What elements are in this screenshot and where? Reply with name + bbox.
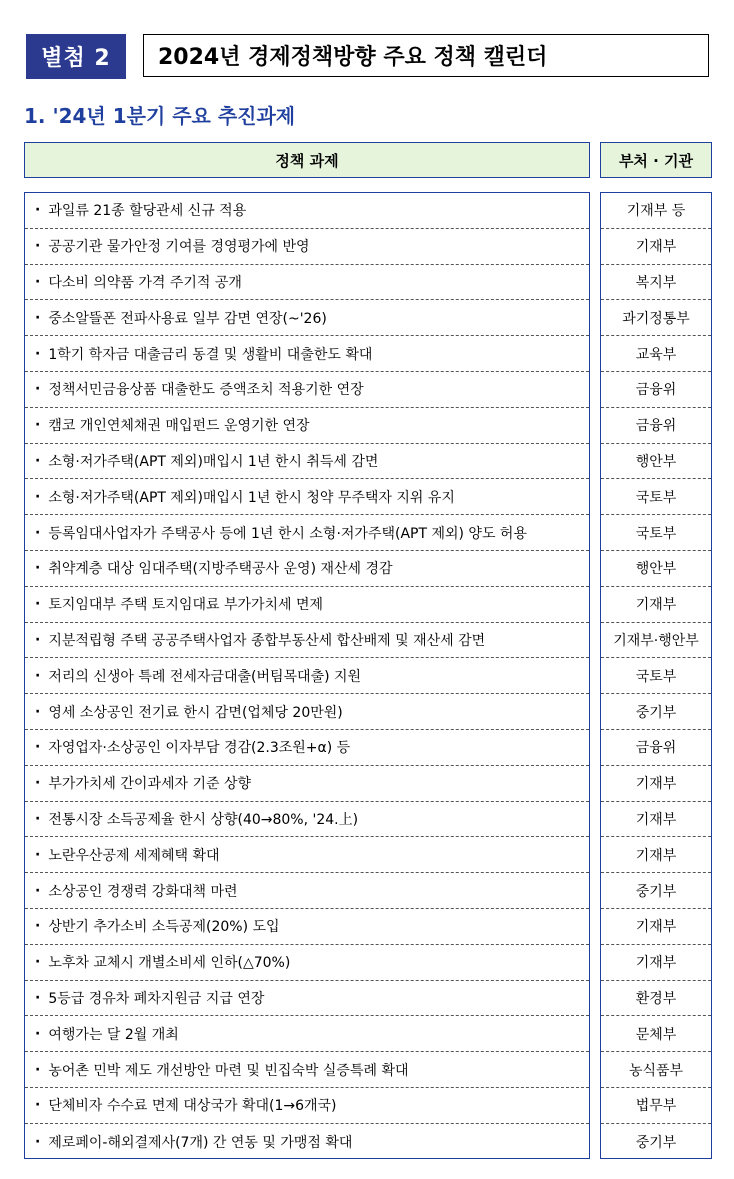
bullet-mark: · [35,1025,41,1042]
policy-row [25,802,589,838]
department-cell: 법무부 [601,1088,711,1124]
policy-row [25,909,589,945]
department-cell: 복지부 [601,265,711,301]
department-list [601,193,711,1158]
policy-row [25,766,589,802]
bullet-mark: · [35,667,41,684]
department-cell: 기재부·행안부 [601,623,711,659]
document-title-text: 2024년 경제정책방향 주요 정책 캘린더 [158,45,548,70]
department-cell: 금융위 [601,372,711,408]
bullet-mark: · [35,273,41,290]
policy-text: 정책서민금융상품 대출한도 증액조치 적용기한 연장 [48,382,364,399]
department-cell: 국토부 [601,658,711,694]
department-cell: 기재부 [601,909,711,945]
department-cell: 기재부 [601,945,711,981]
department-cell: 기재부 [601,587,711,623]
bullet-mark: · [35,703,41,720]
department-cell: 중기부 [601,873,711,909]
policy-row [25,837,589,873]
policy-text: 소형·저가주택(APT 제외)매입시 1년 한시 취득세 감면 [48,453,379,470]
policy-row [25,1016,589,1052]
column-header-department: 부처 · 기관 [600,142,712,178]
policy-row [25,1052,589,1088]
policy-text: 토지임대부 주택 토지임대료 부가가치세 면제 [48,597,324,614]
bullet-mark: · [35,775,41,792]
policy-row [25,515,589,551]
policy-text: 중소알뜰폰 전파사용료 일부 감면 연장(~'26) [48,310,327,327]
department-cell: 금융위 [601,730,711,766]
policy-list [25,193,589,1158]
bullet-mark: · [35,488,41,505]
policy-row [25,444,589,480]
policy-text: 캠코 개인연체채권 매입펀드 운영기한 연장 [48,418,310,435]
policy-text: 전통시장 소득공제율 한시 상향(40→80%, '24.上) [48,811,359,828]
policy-row [25,623,589,659]
department-cell: 국토부 [601,479,711,515]
policy-text: 영세 소상공인 전기료 한시 감면(업체당 20만원) [48,704,343,721]
policy-text: 과일류 21종 할당관세 신규 적용 [48,203,247,220]
department-cell: 기재부 [601,766,711,802]
policy-row [25,265,589,301]
department-cell: 기재부 [601,837,711,873]
department-cell: 행안부 [601,444,711,480]
policy-row [25,694,589,730]
policy-row [25,408,589,444]
bullet-mark: · [35,631,41,648]
bullet-mark: · [35,882,41,899]
attachment-badge: 별첨 2 [26,34,126,79]
policy-row [25,873,589,909]
bullet-mark: · [35,1097,41,1114]
bullet-mark: · [35,417,41,434]
policy-row [25,1088,589,1124]
bullet-mark: · [35,381,41,398]
policy-text: 노후차 교체시 개별소비세 인하(△70%) [48,955,291,972]
bullet-mark: · [35,238,41,255]
bullet-mark: · [35,989,41,1006]
bullet-mark: · [35,846,41,863]
department-cell: 행안부 [601,551,711,587]
policy-row [25,193,589,229]
department-cell: 중기부 [601,694,711,730]
policy-text: 제로페이-해외결제사(7개) 간 연동 및 가맹점 확대 [48,1134,353,1151]
policy-text: 취약계층 대상 임대주택(지방주택공사 운영) 재산세 경감 [48,561,393,578]
policy-text: 상반기 추가소비 소득공제(20%) 도입 [48,919,280,936]
department-column [600,192,712,1159]
policy-text: 1학기 학자금 대출금리 동결 및 생활비 대출한도 확대 [48,346,373,363]
policy-text: 단체비자 수수료 면제 대상국가 확대(1→6개국) [48,1098,337,1115]
section-heading: 1. '24년 1분기 주요 추진과제 [24,104,296,128]
policy-row [25,658,589,694]
policy-row [25,372,589,408]
policy-text: 공공기관 물가안정 기여를 경영평가에 반영 [48,239,310,256]
department-cell: 기재부 [601,229,711,265]
policy-row [25,730,589,766]
policy-text: 저리의 신생아 특례 전세자금대출(버팀목대출) 지원 [48,668,362,685]
policy-row [25,981,589,1017]
policy-text: 다소비 의약품 가격 주기적 공개 [48,274,242,291]
policy-column [24,192,590,1159]
department-cell: 문체부 [601,1016,711,1052]
department-cell: 기재부 [601,802,711,838]
bullet-mark: · [35,345,41,362]
policy-row [25,551,589,587]
bullet-mark: · [35,918,41,935]
policy-row [25,300,589,336]
policy-row [25,587,589,623]
policy-text: 농어촌 민박 제도 개선방안 마련 및 빈집숙박 실증특례 확대 [48,1062,409,1079]
policy-row [25,1124,589,1160]
bullet-mark: · [35,954,41,971]
policy-text: 여행가는 달 2월 개최 [48,1026,179,1043]
department-cell: 환경부 [601,981,711,1017]
bullet-mark: · [35,524,41,541]
document-title [143,34,709,77]
policy-text: 5등급 경유차 폐차지원금 지급 연장 [48,990,265,1007]
policy-text: 소상공인 경쟁력 강화대책 마련 [48,883,238,900]
bullet-mark: · [35,560,41,577]
department-cell: 농식품부 [601,1052,711,1088]
column-header-policy: 정책 과제 [24,142,590,178]
department-cell: 기재부 등 [601,193,711,229]
bullet-mark: · [35,309,41,326]
department-cell: 중기부 [635,1134,677,1151]
bullet-mark: · [35,596,41,613]
department-cell: 금융위 [601,408,711,444]
department-cell: 국토부 [601,515,711,551]
bullet-mark: · [35,202,41,219]
policy-text: 등록임대사업자가 주택공사 등에 1년 한시 소형·저가주택(APT 제외) 양도 허용 [48,525,527,542]
policy-row [25,229,589,265]
policy-text: 부가가치세 간이과세자 기준 상향 [48,776,252,793]
bullet-mark: · [35,810,41,827]
department-cell: 교육부 [601,336,711,372]
bullet-mark: · [35,1133,41,1150]
bullet-mark: · [35,452,41,469]
policy-text: 자영업자·소상공인 이자부담 경감(2.3조원+α) 등 [48,740,351,757]
policy-row [25,336,589,372]
bullet-mark: · [35,1061,41,1078]
policy-text: 지분적립형 주택 공공주택사업자 종합부동산세 합산배제 및 재산세 감면 [48,632,486,649]
policy-text: 소형·저가주택(APT 제외)매입시 1년 한시 청약 무주택자 지위 유지 [48,489,455,506]
policy-text: 노란우산공제 세제혜택 확대 [48,847,220,864]
policy-row [25,945,589,981]
policy-row [25,479,589,515]
department-cell: 과기정통부 [601,300,711,336]
bullet-mark: · [35,739,41,756]
